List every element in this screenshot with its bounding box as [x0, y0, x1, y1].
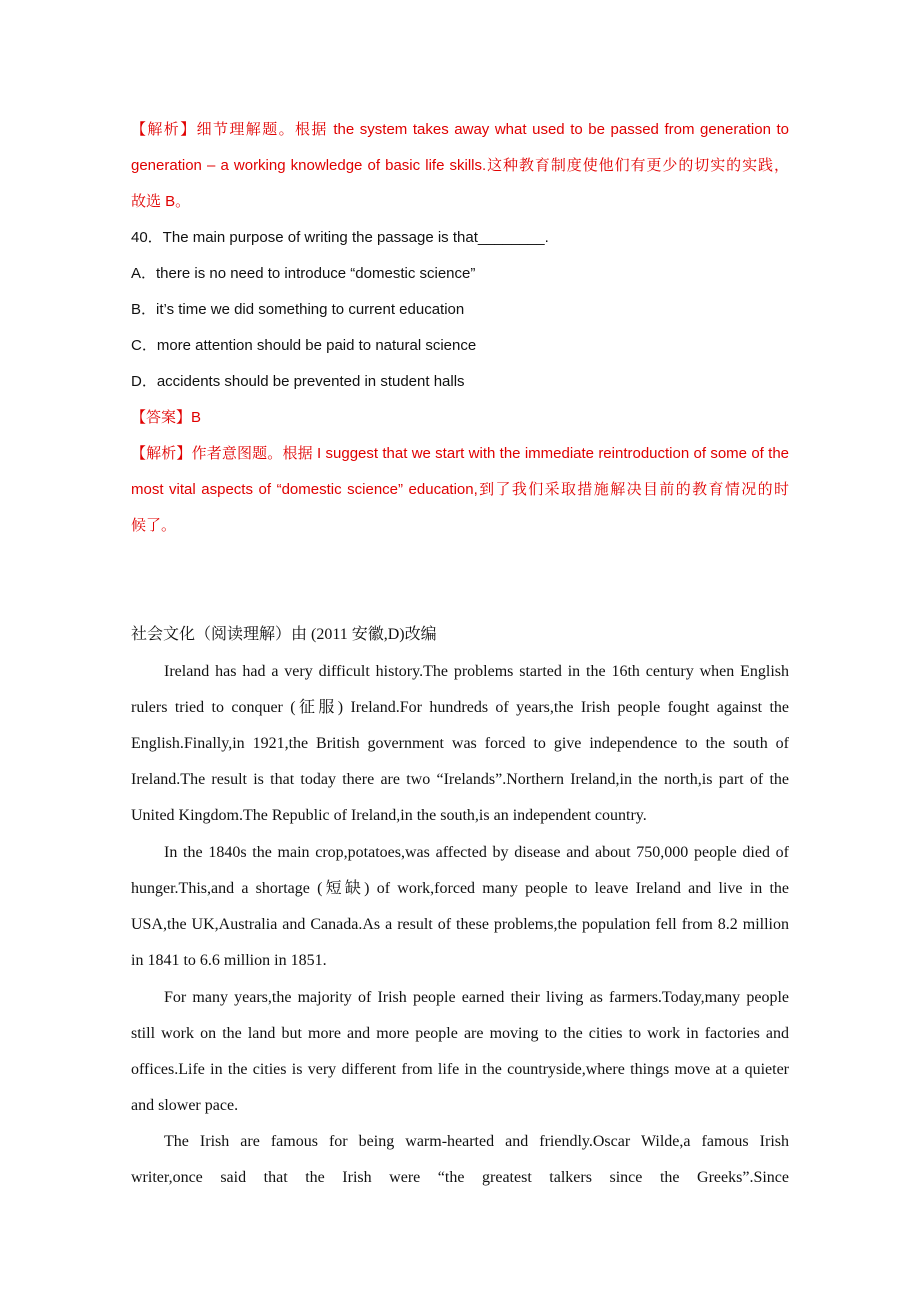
option-c: C．more attention should be paid to natural science [131, 337, 477, 354]
paragraph-3-line-1: For many years,the majority of Irish people earned their living as farmers.Today,many people [164, 989, 789, 1006]
paragraph-2-line-1: In the 1840s the main crop,potatoes,was affected by disease and about 750,000 people died of [164, 844, 789, 861]
reading-heading: 社会文化（阅读理解）由 (2011 安徽,D)改编 [131, 626, 437, 643]
paragraph-1-line-2: rulers tried to conquer (征服) Ireland.For hundreds of years,the Irish people fought against the [131, 699, 789, 716]
option-a: A．there is no need to introduce “domestic science” [131, 265, 476, 282]
paragraph-3-line-2: still work on the land but more and more people are moving to the cities to work in factories and [131, 1025, 789, 1042]
paragraph-2-line-4: in 1841 to 6.6 million in 1851. [131, 952, 327, 969]
paragraph-2-line-2: hunger.This,and a shortage (短缺) of work,forced many people to leave Ireland and live in the [131, 880, 789, 897]
paragraph-2-line-3: USA,the UK,Australia and Canada.As a result of these problems,the population fell from 8.2 million [131, 916, 789, 933]
answer-40: 【答案】B [131, 409, 202, 426]
analysis-39-line-3: 故选 B。 [131, 193, 191, 210]
option-b: B．it’s time we did something to current education [131, 301, 465, 318]
paragraph-4-line-2: writer,once said that the Irish were “the greatest talkers since the Greeks”.Since [131, 1169, 789, 1186]
analysis-39-line-2: generation – a working knowledge of basic life skills.这种教育制度使他们有更少的切实的实践， [131, 157, 789, 174]
paragraph-1-line-3: English.Finally,in 1921,the British government was forced to give independence to the south of [131, 735, 789, 752]
paragraph-3-line-4: and slower pace. [131, 1097, 239, 1114]
question-40-stem: 40．The main purpose of writing the passage is that________. [131, 229, 549, 246]
option-d: D．accidents should be prevented in student halls [131, 373, 465, 390]
analysis-40-line-2: most vital aspects of “domestic science” education,到了我们采取措施解决目前的教育情况的时 [131, 481, 789, 498]
paragraph-1-line-4: Ireland.The result is that today there are two “Irelands”.Northern Ireland,in the north,is part of the [131, 771, 789, 788]
analysis-40-line-1: 【解析】作者意图题。根据 I suggest that we start with the immediate reintroduction of some of the [131, 445, 789, 462]
paragraph-3-line-3: offices.Life in the cities is very different from life in the countryside,where things move at a quieter [131, 1061, 789, 1078]
analysis-39-line-1: 【解析】细节理解题。根据 the system takes away what used to be passed from generation to [131, 121, 789, 138]
paragraph-1-line-5: United Kingdom.The Republic of Ireland,in the south,is an independent country. [131, 807, 647, 824]
analysis-40-line-3: 候了。 [131, 517, 177, 534]
paragraph-4-line-1: The Irish are famous for being warm-hearted and friendly.Oscar Wilde,a famous Irish [164, 1133, 789, 1150]
paragraph-1-line-1: Ireland has had a very difficult history.The problems started in the 16th century when English [164, 663, 789, 680]
